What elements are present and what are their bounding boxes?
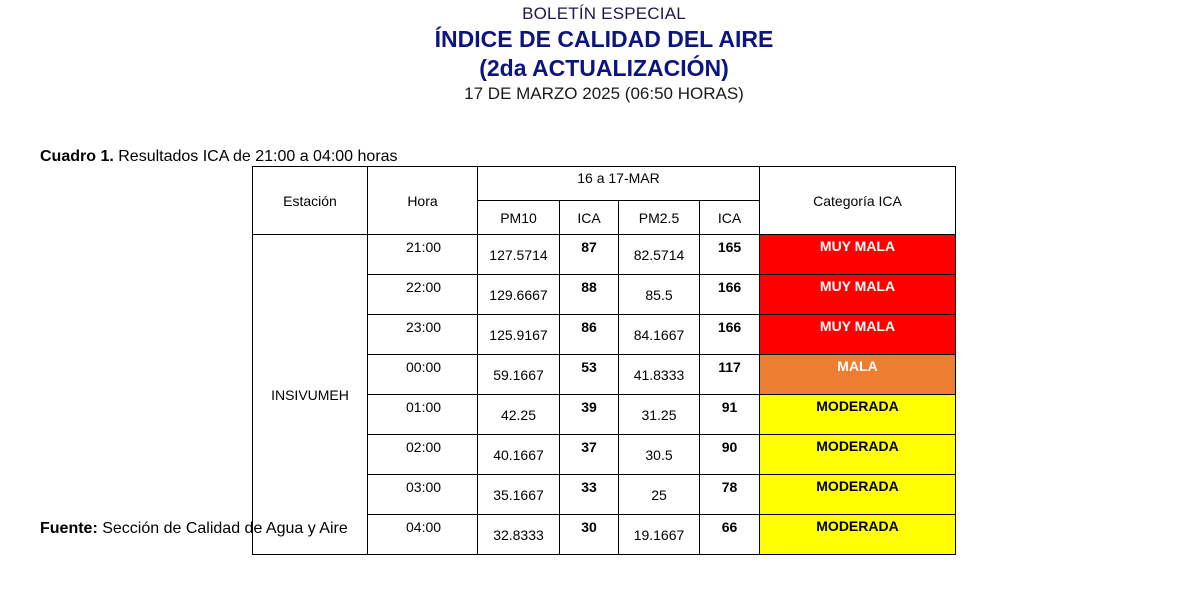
hour-cell: 21:00	[368, 235, 478, 275]
source-label: Fuente:	[40, 520, 98, 537]
ica-pm25-cell: 90	[700, 435, 760, 475]
pm25-cell: 19.1667	[619, 515, 700, 555]
hour-cell: 22:00	[368, 275, 478, 315]
hour-cell: 04:00	[368, 515, 478, 555]
hour-cell: 01:00	[368, 395, 478, 435]
ica-pm25-cell: 66	[700, 515, 760, 555]
ica-pm25-cell: 117	[700, 355, 760, 395]
ica-pm25-cell: 166	[700, 315, 760, 355]
hour-cell: 00:00	[368, 355, 478, 395]
header-pm25: PM2.5	[619, 201, 700, 235]
caption-text: Resultados ICA de 21:00 a 04:00 horas	[113, 148, 398, 165]
header-station: Estación	[253, 167, 368, 235]
header-pm10: PM10	[478, 201, 560, 235]
ica-pm25-cell: 166	[700, 275, 760, 315]
category-cell: MUY MALA	[760, 235, 956, 275]
table-caption	[40, 148, 398, 166]
page-title: ÍNDICE DE CALIDAD DEL AIRE	[434, 26, 774, 52]
pm25-cell: 31.25	[619, 395, 700, 435]
category-cell: MODERADA	[760, 515, 956, 555]
ica-pm10-cell: 30	[560, 515, 619, 555]
source-note	[40, 520, 348, 538]
ica-pm10-cell: 87	[560, 235, 619, 275]
pm10-cell: 42.25	[478, 395, 560, 435]
ica-pm25-cell: 91	[700, 395, 760, 435]
pm10-cell: 129.6667	[478, 275, 560, 315]
pm10-cell: 59.1667	[478, 355, 560, 395]
table-body	[253, 235, 956, 555]
pm25-cell: 85.5	[619, 275, 700, 315]
pm25-cell: 30.5	[619, 435, 700, 475]
pm10-cell: 127.5714	[478, 235, 560, 275]
pm25-cell: 41.8333	[619, 355, 700, 395]
ica-pm10-cell: 86	[560, 315, 619, 355]
pm10-cell: 35.1667	[478, 475, 560, 515]
header-ica-pm10: ICA	[560, 201, 619, 235]
caption-label: Cuadro 1.	[40, 148, 114, 165]
category-cell: MODERADA	[760, 395, 956, 435]
category-cell: MODERADA	[760, 475, 956, 515]
hour-cell: 23:00	[368, 315, 478, 355]
ica-pm25-cell: 78	[700, 475, 760, 515]
pm25-cell: 25	[619, 475, 700, 515]
station-cell: INSIVUMEH	[253, 235, 368, 555]
hour-cell: 02:00	[368, 435, 478, 475]
ica-pm10-cell: 53	[560, 355, 619, 395]
ica-pm10-cell: 37	[560, 435, 619, 475]
hour-cell: 03:00	[368, 475, 478, 515]
source-text: Sección de Calidad de Agua y Aire	[97, 520, 348, 537]
category-cell: MALA	[760, 355, 956, 395]
ica-pm10-cell: 39	[560, 395, 619, 435]
category-cell: MODERADA	[760, 435, 956, 475]
pm10-cell: 40.1667	[478, 435, 560, 475]
table-row	[253, 235, 956, 275]
header-hour: Hora	[368, 167, 478, 235]
ica-pm25-cell: 165	[700, 235, 760, 275]
update-label: (2da ACTUALIZACIÓN)	[479, 55, 729, 81]
header-period: 16 a 17-MAR	[478, 167, 760, 201]
pm10-cell: 125.9167	[478, 315, 560, 355]
ica-pm10-cell: 88	[560, 275, 619, 315]
header-category: Categoría ICA	[760, 167, 956, 235]
pm10-cell: 32.8333	[478, 515, 560, 555]
ica-pm10-cell: 33	[560, 475, 619, 515]
bulletin-label: BOLETÍN ESPECIAL	[522, 4, 686, 23]
category-cell: MUY MALA	[760, 275, 956, 315]
pm25-cell: 82.5714	[619, 235, 700, 275]
category-cell: MUY MALA	[760, 315, 956, 355]
pm25-cell: 84.1667	[619, 315, 700, 355]
header-ica-pm25: ICA	[700, 201, 760, 235]
date-label: 17 DE MARZO 2025 (06:50 HORAS)	[464, 84, 744, 103]
ica-results-table	[252, 166, 956, 555]
